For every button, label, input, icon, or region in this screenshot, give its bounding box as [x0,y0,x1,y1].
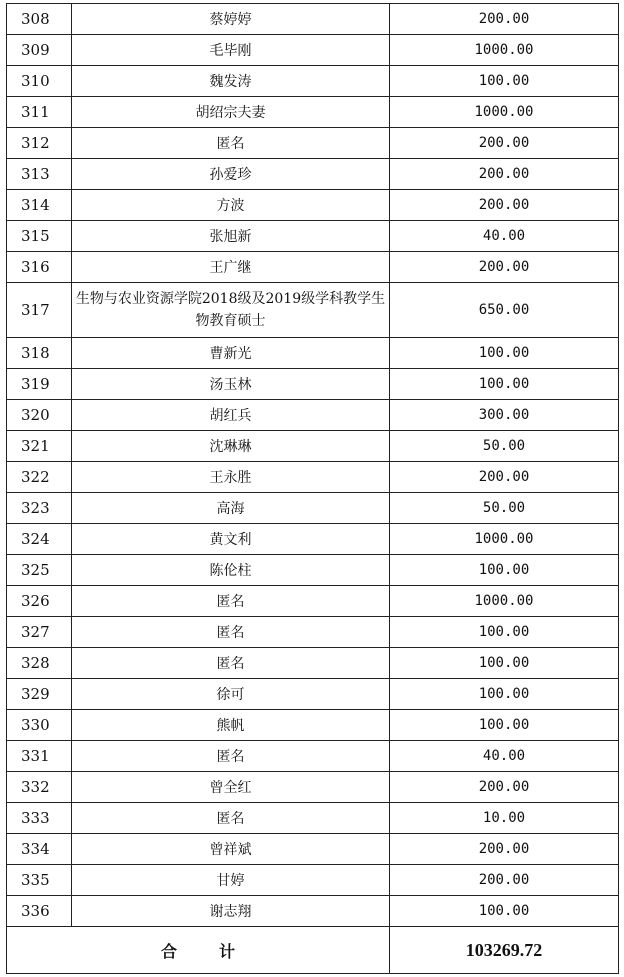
row-number: 326 [7,586,72,617]
row-number: 312 [7,128,72,159]
table-row [7,283,619,338]
donation-amount: 100.00 [390,369,619,400]
table-row [7,679,619,710]
donation-amount: 100.00 [390,648,619,679]
donor-name: 胡红兵 [72,400,390,431]
row-number: 328 [7,648,72,679]
donor-name: 曹新光 [72,338,390,369]
donation-amount: 200.00 [390,190,619,221]
donation-amount: 1000.00 [390,97,619,128]
donation-amount: 200.00 [390,128,619,159]
donor-name: 匿名 [72,741,390,772]
donation-amount: 100.00 [390,710,619,741]
donor-name: 胡绍宗夫妻 [72,97,390,128]
row-number: 309 [7,35,72,66]
donor-name: 张旭新 [72,221,390,252]
table-row [7,896,619,927]
row-number: 335 [7,865,72,896]
donation-amount: 300.00 [390,400,619,431]
donation-amount: 40.00 [390,221,619,252]
table-row [7,221,619,252]
donation-amount: 100.00 [390,66,619,97]
donor-name: 匿名 [72,586,390,617]
donation-amount: 50.00 [390,431,619,462]
table-row [7,772,619,803]
donor-name: 沈琳琳 [72,431,390,462]
table-row [7,35,619,66]
table-row [7,190,619,221]
row-number: 324 [7,524,72,555]
row-number: 334 [7,834,72,865]
table-row [7,648,619,679]
donor-name: 匿名 [72,617,390,648]
donation-amount: 200.00 [390,865,619,896]
donor-name: 王广继 [72,252,390,283]
table-row [7,400,619,431]
table-row [7,97,619,128]
row-number: 332 [7,772,72,803]
donor-name: 黄文利 [72,524,390,555]
table-row [7,617,619,648]
donation-amount: 200.00 [390,4,619,35]
donor-name: 匿名 [72,128,390,159]
table-row [7,741,619,772]
row-number: 333 [7,803,72,834]
total-label-part2: 计 [219,941,236,961]
donation-amount: 200.00 [390,772,619,803]
table-row [7,555,619,586]
donation-amount: 200.00 [390,834,619,865]
table-row [7,431,619,462]
donation-amount: 100.00 [390,896,619,927]
donation-amount: 200.00 [390,159,619,190]
row-number: 323 [7,493,72,524]
total-amount: 103269.72 [390,927,619,974]
row-number: 327 [7,617,72,648]
row-number: 316 [7,252,72,283]
row-number: 321 [7,431,72,462]
donation-amount: 10.00 [390,803,619,834]
donation-amount: 100.00 [390,679,619,710]
donation-amount: 100.00 [390,338,619,369]
row-number: 317 [7,283,72,338]
donor-name: 陈伦柱 [72,555,390,586]
table-row [7,159,619,190]
donation-amount: 1000.00 [390,524,619,555]
row-number: 331 [7,741,72,772]
table-row [7,493,619,524]
table-row [7,369,619,400]
donor-name: 汤玉林 [72,369,390,400]
donor-name: 方波 [72,190,390,221]
row-number: 320 [7,400,72,431]
donation-table-body [7,4,619,974]
table-row [7,524,619,555]
donor-name: 徐可 [72,679,390,710]
table-row [7,252,619,283]
donation-amount: 1000.00 [390,35,619,66]
row-number: 322 [7,462,72,493]
donor-name: 甘婷 [72,865,390,896]
table-row [7,586,619,617]
donor-name: 毛毕刚 [72,35,390,66]
donor-name: 谢志翔 [72,896,390,927]
table-row [7,66,619,97]
total-row [7,927,619,974]
row-number: 329 [7,679,72,710]
donor-name: 曾祥斌 [72,834,390,865]
row-number: 318 [7,338,72,369]
row-number: 314 [7,190,72,221]
row-number: 310 [7,66,72,97]
donor-name: 王永胜 [72,462,390,493]
row-number: 315 [7,221,72,252]
donation-amount: 100.00 [390,617,619,648]
donation-amount: 1000.00 [390,586,619,617]
donor-name: 高海 [72,493,390,524]
donation-amount: 50.00 [390,493,619,524]
row-number: 330 [7,710,72,741]
donor-name: 孙爱珍 [72,159,390,190]
table-row [7,803,619,834]
donor-name: 匿名 [72,648,390,679]
row-number: 308 [7,4,72,35]
donor-name: 蔡婷婷 [72,4,390,35]
table-row [7,834,619,865]
total-label [7,927,390,974]
total-label-part1: 合 [160,941,177,961]
table-row [7,865,619,896]
row-number: 319 [7,369,72,400]
table-row [7,338,619,369]
donation-table [6,3,619,974]
donation-amount: 200.00 [390,252,619,283]
donor-name: 匿名 [72,803,390,834]
row-number: 313 [7,159,72,190]
table-row [7,128,619,159]
table-row [7,710,619,741]
donation-amount: 40.00 [390,741,619,772]
donor-name: 魏发涛 [72,66,390,97]
table-row [7,4,619,35]
donor-name: 熊帆 [72,710,390,741]
donor-name: 曾全红 [72,772,390,803]
donor-name: 生物与农业资源学院2018级及2019级学科教学生物教育硕士 [72,283,390,338]
donation-amount: 200.00 [390,462,619,493]
row-number: 325 [7,555,72,586]
donation-amount: 650.00 [390,283,619,338]
donation-amount: 100.00 [390,555,619,586]
row-number: 336 [7,896,72,927]
row-number: 311 [7,97,72,128]
table-row [7,462,619,493]
